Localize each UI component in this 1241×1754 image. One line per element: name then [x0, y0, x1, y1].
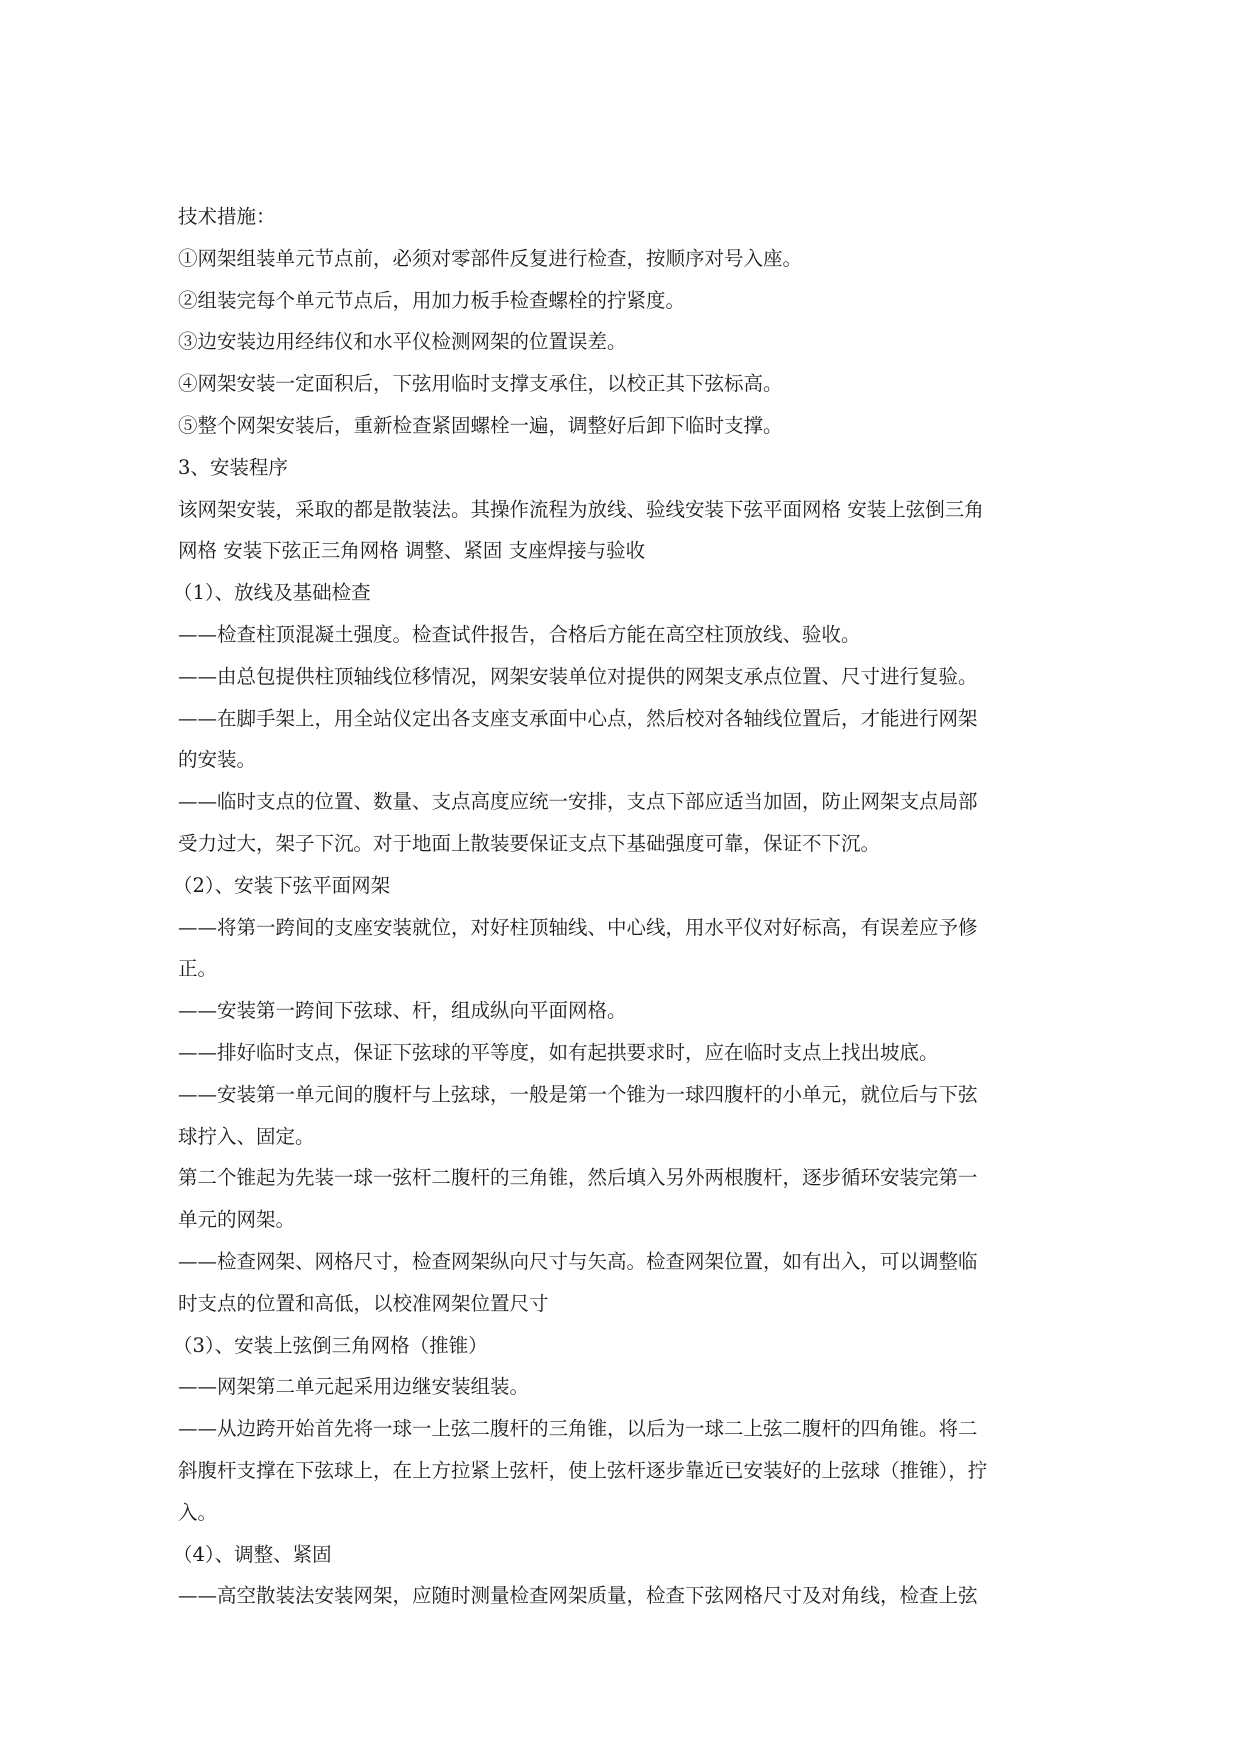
paragraph-line: ——由总包提供柱顶轴线位移情况，网架安装单位对提供的网架支承点位置、尺寸进行复验。 [178, 664, 978, 688]
paragraph-line: 入。 [178, 1500, 218, 1524]
paragraph-line: 单元的网架。 [178, 1208, 296, 1232]
measure-item: ①网架组装单元节点前，必须对零部件反复进行检查，按顺序对号入座。 [178, 246, 803, 270]
paragraph-line: 球拧入、固定。 [178, 1124, 315, 1148]
paragraph-line: 网格 安装下弦正三角网格 调整、紧固 支座焊接与验收 [178, 539, 646, 563]
paragraph-line: ——检查网架、网格尺寸，检查网架纵向尺寸与矢高。检查网架位置，如有出入，可以调整临 [178, 1249, 978, 1273]
subsection-heading: （2）、安装下弦平面网架 [173, 873, 391, 897]
document-body [173, 196, 1090, 1617]
paragraph-line: ——安装第一跨间下弦球、杆，组成纵向平面网格。 [178, 999, 627, 1023]
paragraph-line: 正。 [178, 957, 218, 981]
subsection-heading: （3）、安装上弦倒三角网格（推锥） [173, 1333, 488, 1357]
paragraph-line: 该网架安装，采取的都是散装法。其操作流程为放线、验线安装下弦平面网格 安装上弦倒三角 [178, 497, 984, 521]
paragraph-line: ——在脚手架上，用全站仪定出各支座支承面中心点，然后校对各轴线位置后，才能进行网架 [178, 706, 978, 730]
measure-item: ⑤整个网架安装后，重新检查紧固螺栓一遍，调整好后卸下临时支撑。 [178, 413, 783, 437]
paragraph-line: ——网架第二单元起采用边继安装组装。 [178, 1375, 530, 1399]
paragraph-line: 斜腹杆支撑在下弦球上，在上方拉紧上弦杆，使上弦杆逐步靠近已安装好的上弦球（推锥），拧 [178, 1458, 988, 1482]
paragraph-line: 时支点的位置和高低，以校准网架位置尺寸 [178, 1291, 549, 1315]
paragraph-line: 受力过大，架子下沉。对于地面上散装要保证支点下基础强度可靠，保证不下沉。 [178, 831, 881, 855]
heading-technical-measures: 技术措施： [178, 205, 276, 228]
section-heading-installation-procedure: 3、安装程序 [178, 455, 288, 479]
paragraph-line: 的安装。 [178, 748, 257, 772]
measure-item: ②组装完每个单元节点后，用加力板手检查螺栓的拧紧度。 [178, 288, 686, 312]
paragraph-line: ——临时支点的位置、数量、支点高度应统一安排，支点下部应适当加固，防止网架支点局部 [178, 790, 978, 814]
paragraph-line: ——检查柱顶混凝土强度。检查试件报告，合格后方能在高空柱顶放线、验收。 [178, 622, 861, 646]
measure-item: ③边安装边用经纬仪和水平仪检测网架的位置误差。 [178, 330, 627, 354]
paragraph-line: ——从边跨开始首先将一球一上弦二腹杆的三角锥，以后为一球二上弦二腹杆的四角锥。将二 [178, 1417, 978, 1441]
subsection-heading: （1）、放线及基础检查 [173, 581, 371, 605]
paragraph-line: ——排好临时支点，保证下弦球的平等度，如有起拱要求时，应在临时支点上找出坡底。 [178, 1040, 939, 1064]
paragraph-line: ——将第一跨间的支座安装就位，对好柱顶轴线、中心线，用水平仪对好标高，有误差应予修 [178, 915, 978, 939]
paragraph-line: 第二个锥起为先装一球一弦杆二腹杆的三角锥，然后填入另外两根腹杆，逐步循环安装完第一 [178, 1166, 978, 1190]
paragraph-line: ——高空散装法安装网架，应随时测量检查网架质量，检查下弦网格尺寸及对角线，检查上弦 [178, 1584, 978, 1608]
subsection-heading: （4）、调整、紧固 [173, 1542, 332, 1566]
measure-item: ④网架安装一定面积后，下弦用临时支撑支承住，以校正其下弦标高。 [178, 372, 783, 396]
paragraph-line: ——安装第一单元间的腹杆与上弦球，一般是第一个锥为一球四腹杆的小单元，就位后与下弦 [178, 1082, 978, 1106]
